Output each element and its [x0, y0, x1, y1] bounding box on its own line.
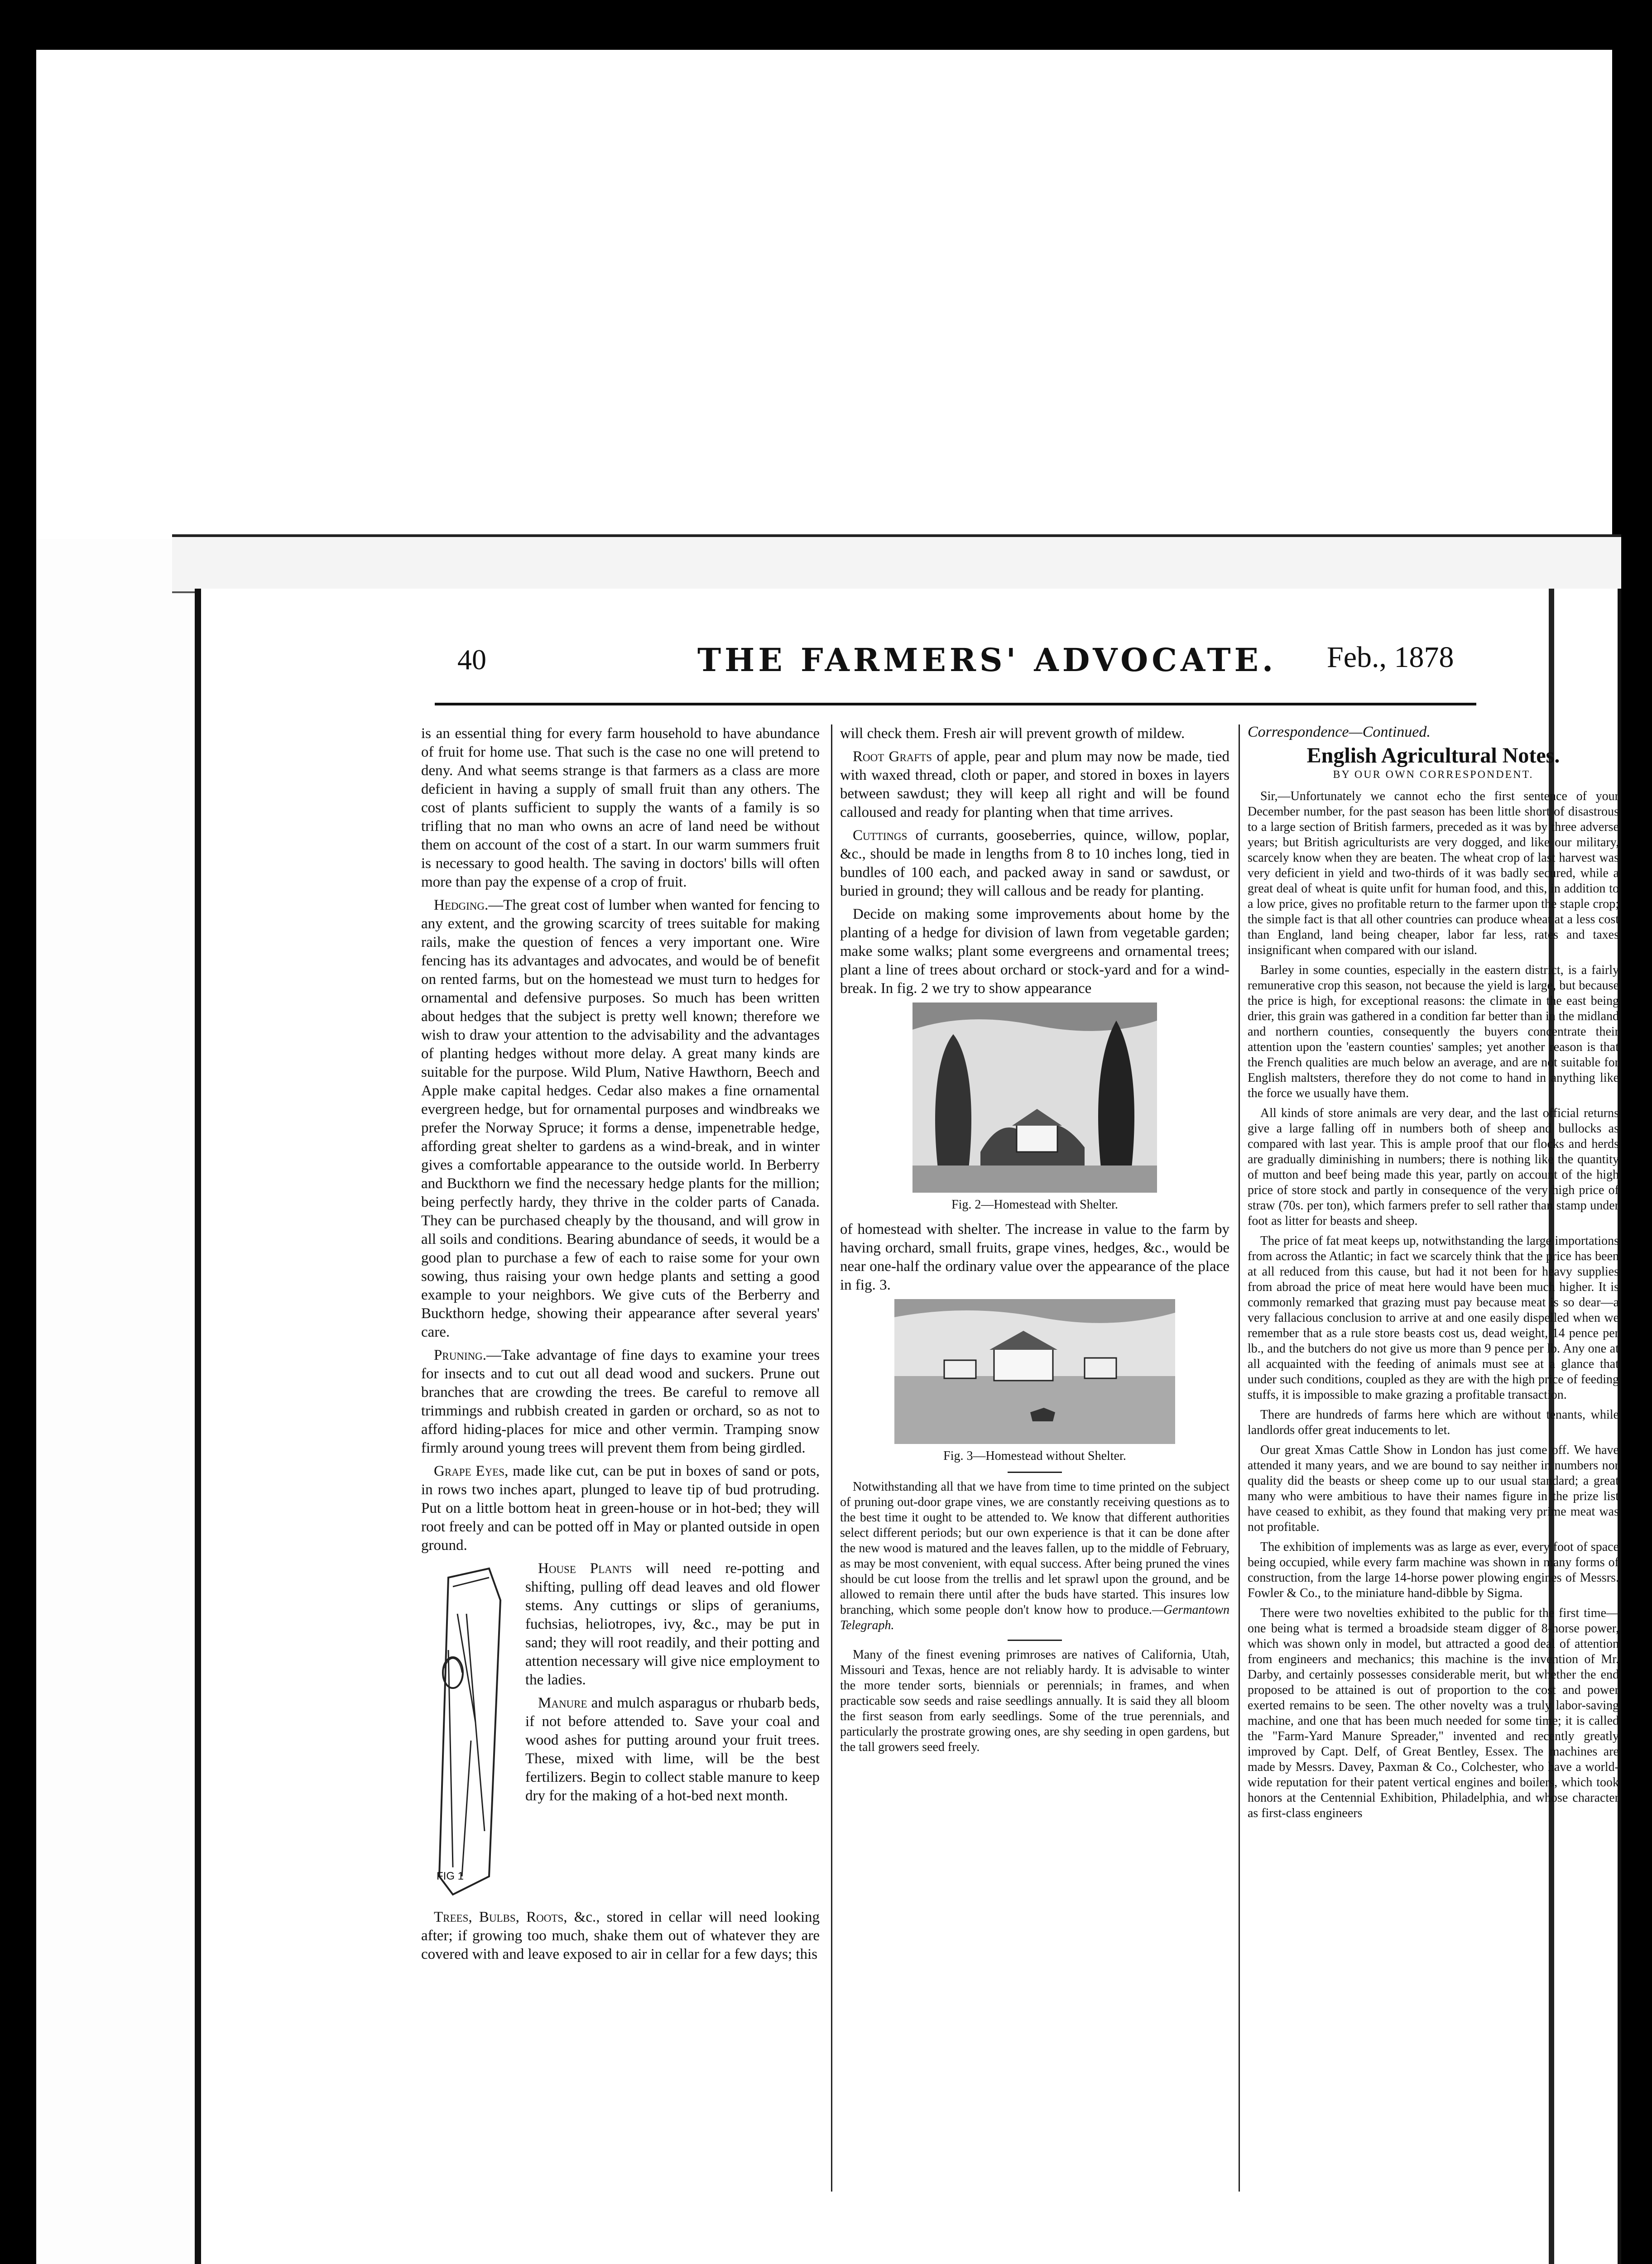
paragraph: There are hundreds of farms here which are without tenants, while landlords offer great inducements to let. — [1248, 1408, 1619, 1437]
paragraph-text: of currants, gooseberries, quince, willow, poplar, &c., should be made in lengths from 8 to 10 inches long, tied in bundles of 100 each, and packed away in sand or sawdust, or buried in ground; they will callous and be ready for planting. — [840, 827, 1229, 899]
paragraph-hedging — [421, 896, 820, 1342]
book-binding-edge — [172, 534, 1621, 593]
paragraph-text: of apple, pear and plum may now be made, tied with waxed thread, cloth or paper, and stored in boxes in layers between sawdust; they will keep all right and will be found calloused and ready for planting when that time arrives. — [840, 748, 1229, 820]
paragraph-primroses: Many of the finest evening primroses are natives of California, Utah, Missouri and Texas, hence are not reliably hardy. It is advisable to winter the more tender sorts, biennials or perennials; in frames, and when practicable sow seeds and raise seedlings annually. It is said they all bloom the first season from early seedlings. Some of the true perennials, and particularly the prostrate growing ones, are shy seeding in open gardens, but the tall growers seed freely. — [840, 1648, 1229, 1754]
figure-1-wrap — [421, 1559, 516, 1904]
paragraph: of homestead with shelter. The increase in value to the farm by having orchard, small fruits, grape vines, hedges, &c., would be near one-half the ordinary value over the appearance of the place in fig. 3. — [840, 1221, 1229, 1293]
grape-eye-cutting-illustration — [421, 1559, 516, 1904]
homestead-with-shelter-engraving — [912, 1002, 1157, 1193]
paragraph-cuttings — [840, 826, 1229, 901]
blank-margin — [36, 50, 1612, 539]
homestead-without-shelter-engraving — [894, 1299, 1175, 1444]
article-byline: BY OUR OWN CORRESPONDENT. — [1333, 769, 1534, 781]
paragraph-root-grafts — [840, 748, 1229, 822]
source-credit: —Germantown Telegraph. — [840, 1603, 1229, 1632]
masthead: THE FARMERS' ADVOCATE. — [697, 641, 1277, 679]
header-rule — [435, 703, 1476, 705]
paragraph: The price of fat meat keeps up, notwithstanding the large importations from across the Atlantic; in fact we scarcely think that the price has been at all reduced from this cause, but had it not been for heavy supplies from abroad the price of meat here would have been much higher. It is commonly remarked that grazing must pay because meat is so dear—a very fallacious conclusion to arrive at and one easily dispelled when we remember that as a rule store beasts cost us, dead weight, 14 pence per lb., and the butchers do not give us more than 9 pence per lb. Any one at all acquainted with the feeding of animals must see at a glance that under such conditions, coupled as they are with the high price of feeding stuffs, it is impossible to make grazing a profitable transaction. — [1248, 1234, 1619, 1402]
run-in-heading: Hedging. — [434, 897, 489, 913]
figure-2-caption: Fig. 2—Homestead with Shelter. — [951, 1198, 1118, 1212]
paragraph-text: —Take advantage of fine days to examine your trees for insects and to cut out all dead wood and suckers. Prune out branches that are crowding the trees. Be careful to remove all trimmings and rubbish created in garden or orchard, so as not to afford hiding-places for mice and other vermin. Tramping snow firmly around young trees will prevent them from being girdled. — [421, 1347, 820, 1456]
paragraph: Our great Xmas Cattle Show in London has just come off. We have attended it many years, and we are bound to say neither in numbers nor quality did the beasts or sheep come up to our usual standard; a great many who were ambitious to have their names figure in the prize list have ceased to exhibit, as they found that making very prime meat was not profitable. — [1248, 1443, 1619, 1534]
paragraph-text: Notwithstanding all that we have from time to time printed on the subject of pruning out-door grape vines, we are constantly receiving questions as to the best time it ought to be attended to. We know that different authorities select different periods; but our own experience is that it can be done after the new wood is matured and the leaves fallen, up to the middle of February, as may be most convenient, with equal success. After being pruned the vines should be cut loose from the trellis and let sprawl upon the ground, and be allowed to remain there until after the buds have started. This insures low branching, which some people don't know how to produce. — [840, 1480, 1229, 1617]
page-number: 40 — [457, 643, 486, 676]
paragraph: Sir,—Unfortunately we cannot echo the first sentence of your December number, for the past season has been little short of disastrous to a large section of British farmers, preceded as it was by three adverse years; but British agriculturists are very dogged, and like our military, scarcely know when they are beaten. The wheat crop of last harvest was very deficient in yield and two-thirds of it was badly secured, while a great deal of wheat is quite unfit for human food, and this, in addition to a low price, gives no profitable return to the farmer upon the staple crop; the simple fact is that all other countries can produce wheat at a less cost than England, land being cheaper, labor far less, rates and taxes insignificant when compared with our island. — [1248, 789, 1619, 957]
issue-date: Feb., 1878 — [1327, 641, 1454, 674]
paragraph-decide: Decide on making some improvements about home by the planting of a hedge for division of lawn from vegetable garden; make some walks; plant some evergreens and ornamental trees; plant a line of trees about orchard or stock-yard and for a wind-break. In fig. 2 we try to show appearance — [840, 906, 1229, 997]
continued-heading: Correspondence—Continued. — [1248, 724, 1431, 740]
run-in-heading: Pruning. — [434, 1347, 487, 1363]
paragraph-text: made like cut, can be put in boxes of sand or pots, in rows two inches apart, plunged to leave tip of bud protruding. Put on a little bottom heat in green-house or in hot-bed; they will root freely and can be potted off in May or planted outside in open ground. — [421, 1463, 820, 1554]
run-in-heading: Root Grafts — [853, 748, 932, 765]
column-3 — [1248, 724, 1619, 1826]
run-in-heading: Grape Eyes, — [434, 1463, 509, 1479]
paragraph: There were two novelties exhibited to the public for the first time—one being what is termed a broadside steam digger of 8-horse power, which was shown only in model, but attracted a good deal of attention from engineers and mechanics; this machine is the invention of Mr. Darby, and certainly possesses considerable merit, but whether the end proposed to be attained is out of proportion to the cost and power exerted remains to be seen. The other novelty was a truly labor-saving machine, and one that has been much needed for some time; it is called the "Farm-Yard Manure Spreader," invented and recently greatly improved by Capt. Delf, of Great Bentley, Essex. The machines are made by Messrs. Davey, Paxman & Co., Colchester, who have a world-wide reputation for their patent vertical engines and boilers, which took honors at the Centennial Exhibition, Philadelphia, and whose character as first-class engineers — [1248, 1606, 1619, 1820]
paragraph: The exhibition of implements was as large as ever, every foot of space being occupied, while every farm machine was shown in many forms of construction, from the large 14-horse power plowing engines of Messrs. Fowler & Co., to the miniature hand-dibble by Sigma. — [1248, 1540, 1619, 1600]
paragraph-pruning — [421, 1346, 820, 1458]
run-in-heading: Manure — [538, 1695, 587, 1711]
column-divider — [831, 724, 832, 2192]
column-2 — [840, 724, 1229, 1760]
newspaper-page — [267, 589, 1619, 2264]
paragraph: is an essential thing for every farm household to have abundance of fruit for home use. That such is the case no one will pretend to deny. And what seems strange is that farmers as a class are more deficient in having a supply of small fruit than any others. The cost of plants sufficient to supply the wants of a family is so trifling that no man who owns an acre of land need be without them on account of the cost of a start. In our warm summers fruit is necessary to good health. The saving in doctors' bills will often more than pay the expense of a crop of fruit. — [421, 725, 820, 890]
paragraph: All kinds of store animals are very dear, and the last official returns give a large falling off in numbers both of sheep and bullocks as compared with last year. This is ample proof that our flocks and herds are gradually diminishing in numbers; there is nothing like the quantity of mutton and beef being made this year, partly on account of the high price of store stock and partly in consequence of the very high price of straw (70s. per ton), which farmers prefer to sell rather than stamp under foot as litter for beasts and sheep. — [1248, 1106, 1619, 1228]
section-rule — [1008, 1472, 1062, 1473]
paragraph: will check them. Fresh air will prevent growth of mildew. — [840, 725, 1185, 742]
run-in-heading: House Plants — [538, 1560, 632, 1577]
left-binding-board — [195, 589, 278, 2264]
run-in-heading: Trees, Bulbs, Roots, — [434, 1909, 567, 1925]
paragraph-grape-eyes — [421, 1462, 820, 1555]
column-1 — [421, 724, 820, 1968]
run-in-heading: Cuttings — [853, 827, 908, 844]
page-header — [267, 625, 1549, 688]
section-rule — [1008, 1640, 1062, 1641]
figure-3-caption: Fig. 3—Homestead without Shelter. — [943, 1449, 1126, 1463]
paragraph-text: —The great cost of lumber when wanted for fencing to any extent, and the growing scarcity of trees suitable for making rails, make the question of fences a very important one. Wire fencing has its advantages and advocates, and would be of benefit on rented farms, but on the homestead we must turn to hedges for ornamental and defensive purposes. So much has been written about hedges that the subject is pretty well known; therefore we wish to draw your attention to the advisability and the advantages of planting hedges without more delay. A great many kinds are suitable for the purpose. Wild Plum, Native Hawthorn, Beech and Apple make capital hedges. Cedar also makes a fine ornamental evergreen hedge, but for ornamental purposes and windbreaks we prefer the Norway Spruce; it forms a dense, impenetrable hedge, affording great shelter to gardens as a wind-break, and in winter gives a comfortable appearance to the outside world. In Berberry and Buckthorn we find the necessary hedge plants for the million; being perfectly hardy, they thrive in the colder parts of Canada. They can be purchased cheaply by the thousand, and will grow in all soils and conditions. Bearing abundance of seeds, it would be a good plan to purchase a few of each to raise some for your own sowing, thus raising your own hedge plants and setting a good example to your neighbors. We give cuts of the Berberry and Buckthorn hedge, showing their appearance after several years' care. — [421, 897, 820, 1340]
figure-1-label: FIG 1 — [437, 1870, 464, 1882]
paragraph-pruning-grapes — [840, 1479, 1229, 1633]
paragraph-trees — [421, 1908, 820, 1964]
paragraph-text: will need re-potting and shifting, pulling off dead leaves and old flower stems. Any cuttings or slips of geraniums, fuchsias, heliotropes, ivy, &c., may be put in sand; they will root readily, and their potting and attention necessary will give nice employment to the ladies. — [525, 1560, 820, 1688]
column-divider — [1239, 724, 1240, 2192]
article-title: English Agricultural Notes. — [1306, 743, 1560, 767]
paragraph: Barley in some counties, especially in the eastern district, is a fairly remunerative crop this season, not because the yield is large, but because the price is high, for exceptional reasons: the climate in the east being drier, this grain was gathered in a condition far better than in the midland and northern counties, consequently the buyers concentrate their attention upon the 'eastern counties' samples; yet another reason is that the French qualities are much below an average, and are not suitable for English maltsters, therefore they do not come to hand in anything like the force we usually have them. — [1248, 963, 1619, 1100]
paragraph-text: and mulch asparagus or rhubarb beds, if not before attended to. Save your coal and wood ashes for putting around your fruit trees. These, mixed with lime, will be the best fertilizers. Begin to collect stable manure to keep dry for the making of a hot-bed next month. — [525, 1695, 820, 1804]
paragraph-text: &c., stored in cellar will need looking after; if growing too much, shake them out of whatever they are covered with and leave exposed to air in cellar for a few days; this — [421, 1909, 820, 1962]
